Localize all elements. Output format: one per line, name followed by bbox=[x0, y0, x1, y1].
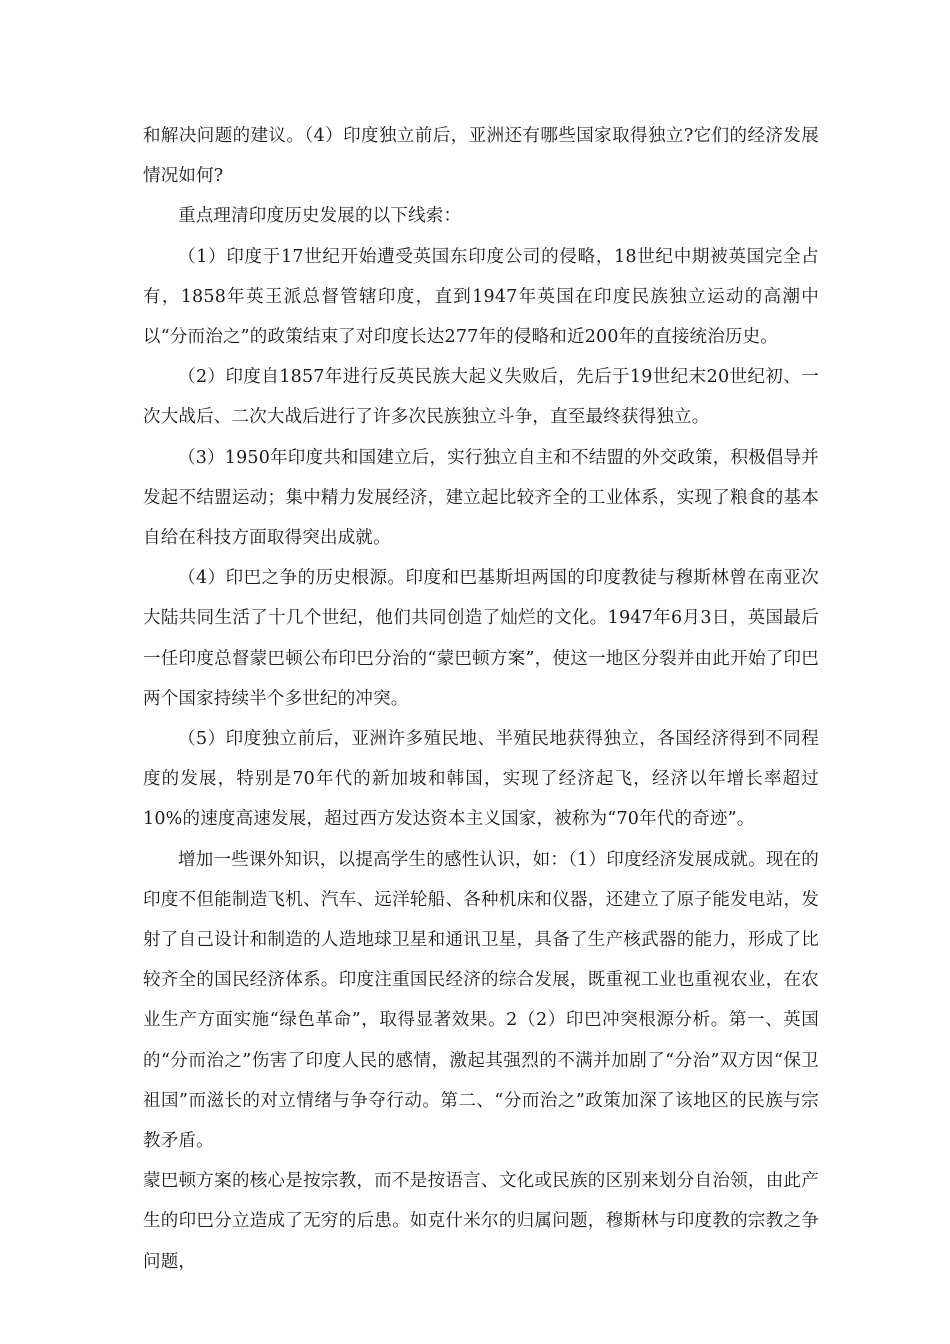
paragraph-thread-3: （3）1950年印度共和国建立后，实行独立自主和不结盟的外交政策，积极倡导并发起不结盟运动；集中精力发展经济，建立起比较齐全的工业体系，实现了粮食的基本自给在科技方面取得突出成就。 bbox=[143, 447, 819, 549]
paragraph-extra-knowledge: 增加一些课外知识，以提高学生的感性认识，如：（1）印度经济发展成就。现在的印度不但能制造飞机、汽车、远洋轮船、各种机床和仪器，还建立了原子能发电站，发射了自己设计和制造的人造地球卫星和通讯卫星，具备了生产核武器的能力，形成了比较齐全的国民经济体系。印度注重国民经济的综合发展，既重视工业也重视农业，在农业生产方面实施“绿色革命”，取得显著效果。2（2）印巴冲突根源分析。第一、英国的“分而治之”伤害了印度人民的感情，激起其强烈的不满并加剧了“分治”双方因“保卫祖国”而滋长的对立情绪与争夺行动。第二、“分而治之”政策加深了该地区的民族与宗教矛盾。 bbox=[143, 849, 819, 1152]
paragraph-key-threads-intro: 重点理清印度历史发展的以下线索： bbox=[178, 206, 462, 227]
paragraph-thread-4: （4）印巴之争的历史根源。印度和巴基斯坦两国的印度教徒与穆斯林曾在南亚次大陆共同生活了十几个世纪，他们共同创造了灿烂的文化。1947年6月3日，英国最后一任印度总督蒙巴顿公布印巴分治的“蒙巴顿方案”，使这一地区分裂并由此开始了印巴两个国家持续半个多世纪的冲突。 bbox=[143, 568, 819, 709]
paragraph-thread-2: （2）印度自1857年进行反英民族大起义失败后，先后于19世纪末20世纪初、一次大战后、二次大战后进行了许多次民族独立斗争，直至最终获得独立。 bbox=[143, 367, 819, 428]
paragraph-continuation: 和解决问题的建议。（4）印度独立前后，亚洲还有哪些国家取得独立?它们的经济发展情况如何? bbox=[143, 126, 819, 187]
body-text bbox=[143, 116, 819, 1282]
paragraph-thread-1: （1）印度于17世纪开始遭受英国东印度公司的侵略，18世纪中期被英国完全占有，1858年英王派总督管辖印度，直到1947年英国在印度民族独立运动的高潮中以“分而治之”的政策结束了对印度长达277年的侵略和近200年的直接统治历史。 bbox=[143, 246, 819, 348]
paragraph-thread-5: （5）印度独立前后，亚洲许多殖民地、半殖民地获得独立，各国经济得到不同程度的发展，特别是70年代的新加坡和韩国，实现了经济起飞，经济以年增长率超过10%的速度高速发展，超过西方发达资本主义国家，被称为“70年代的奇迹”。 bbox=[143, 729, 819, 830]
paragraph-mountbatten-plan: 蒙巴顿方案的核心是按宗教，而不是按语言、文化或民族的区别来划分自治领，由此产生的印巴分立造成了无穷的后患。如克什米尔的归属问题，穆斯林与印度教的宗教之争问题， bbox=[143, 1171, 819, 1272]
